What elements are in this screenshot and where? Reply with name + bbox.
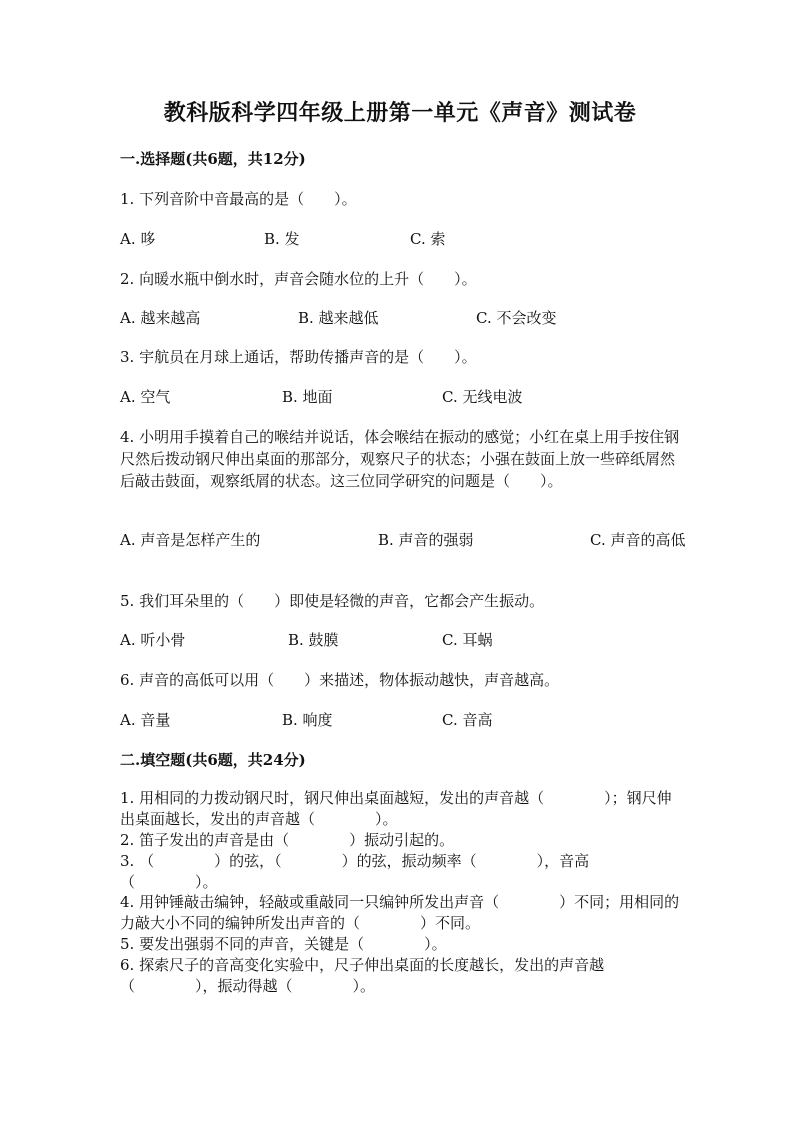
fill-item: 1. 用相同的力拨动钢尺时，钢尺伸出桌面越短，发出的声音越（ ）；钢尺伸出桌面越长，发出的声音越（ ）。 [120, 789, 672, 828]
fill-item: 4. 用钟锤敲击编钟，轻敲或重敲同一只编钟所发出声音（ ）不同；用相同的力敲大小不同的编钟所发出声音的（ ）不同。 [120, 893, 680, 932]
fill-item: 5. 要发出强弱不同的声音，关键是（ ）。 [120, 935, 447, 953]
option-row [120, 307, 680, 329]
option-row [120, 629, 680, 651]
option-row [120, 386, 680, 408]
option-a: A. 哆 [120, 230, 156, 248]
option-row [120, 228, 680, 250]
fill-item: 6. 探索尺子的音高变化实验中，尺子伸出桌面的长度越长，发出的声音越（ ），振动得越（ ）。 [120, 956, 605, 995]
option-c: C. 音高 [442, 711, 493, 729]
option-a: A. 越来越高 [120, 309, 201, 327]
fill-item: 3. （ ）的弦，（ ）的弦，振动频率（ ），音高（ ）。 [120, 852, 590, 891]
option-c: C. 索 [410, 230, 446, 248]
option-b: B. 越来越低 [298, 309, 379, 327]
option-c: C. 无线电波 [442, 388, 523, 406]
option-a: A. 音量 [120, 711, 171, 729]
option-a: A. 空气 [120, 388, 171, 406]
option-a: A. 听小骨 [120, 631, 186, 649]
option-a: A. 声音是怎样产生的 [120, 531, 261, 549]
option-c: C. 不会改变 [476, 309, 557, 327]
section-heading-choice: 一.选择题(共6题，共12分) [120, 150, 306, 168]
option-b: B. 地面 [282, 388, 333, 406]
question-stem: 6. 声音的高低可以用（ ）来描述，物体振动越快，声音越高。 [120, 671, 560, 689]
page-title: 教科版科学四年级上册第一单元《声音》测试卷 [163, 100, 637, 126]
question-stem: 5. 我们耳朵里的（ ）即使是轻微的声音，它都会产生振动。 [120, 592, 545, 610]
option-row [120, 529, 686, 551]
option-b: B. 响度 [282, 711, 333, 729]
option-b: B. 声音的强弱 [378, 531, 474, 549]
question-stem: 2. 向暖水瓶中倒水时，声音会随水位的上升（ ）。 [120, 270, 477, 288]
question-stem: 3. 宇航员在月球上通话，帮助传播声音的是（ ）。 [120, 348, 477, 366]
fill-item: 2. 笛子发出的声音是由（ ）振动引起的。 [120, 831, 455, 849]
section-heading-fill: 二.填空题(共6题，共24分) [120, 751, 306, 769]
option-row [120, 709, 680, 731]
question-stem: 4. 小明用手摸着自己的喉结并说话，体会喉结在振动的感觉；小红在桌上用手按住钢尺然后拨动钢尺伸出桌面的那部分，观察尺子的状态；小强在鼓面上放一些碎纸屑然后敲击鼓面，观察纸屑的状态。这三位同学研究的问题是（ ）。 [120, 428, 680, 490]
option-c: C. 耳蜗 [442, 631, 493, 649]
option-b: B. 发 [264, 230, 300, 248]
question-stem: 1. 下列音阶中音最高的是（ ）。 [120, 190, 357, 208]
option-c: C. 声音的高低 [590, 531, 686, 549]
option-b: B. 鼓膜 [288, 631, 339, 649]
